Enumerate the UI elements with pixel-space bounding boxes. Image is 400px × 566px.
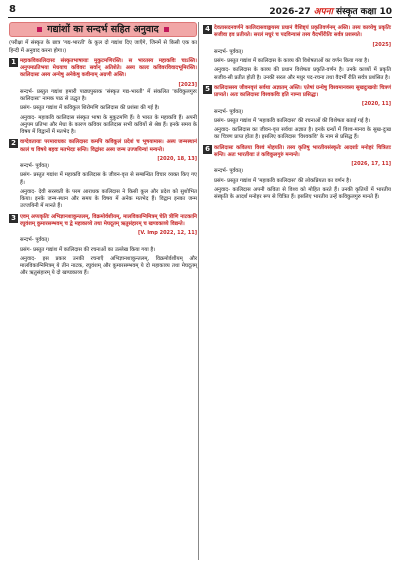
sanskrit-passage: महाकविकालिदासः संस्कृतभाषायाः मुकुटमणिरस्ति। स भारतस्य महाकविः चाऽस्ति। अनुपमप्रतिभया मेधयाच कविवरः सर्वान् अतिशेते। अस्य कालः कविवरविवादभूमिरस्ति। कालिदासः अस्य अन्येषु अनेकेषु कवीनाम् अग्रणी अस्ति। <box>20 57 197 79</box>
brand-logo: अपना <box>313 7 333 17</box>
prasang-text: प्रसंग- प्रस्तुत गद्यांश में कालिदास के काव्य की विशेषताओं का वर्णन किया गया है। <box>214 58 370 64</box>
header-divider <box>8 17 392 18</box>
sanskrit-passage: कालिदासस्य जीवनवृत्तं सर्वथा अज्ञातम् अस्ति। एतेषां ग्रन्थेषु विश्वमानवस्य सुखदुःखयोः चित्रणं प्राप्यते। अतः कालिदासः विश्वकविः इति नाम्ना प्रसिद्धः। <box>214 84 391 98</box>
sandarbh-text: सन्दर्भ- पूर्ववत्। <box>214 48 244 55</box>
passage-5 <box>203 85 391 100</box>
prasang-text: प्रसंग- प्रस्तुत गद्यांश में 'महाकवि कालिदास' की रचनाओं की विशेषता बताई गई है। <box>214 117 371 124</box>
left-column <box>9 22 197 280</box>
passage-1 <box>9 58 197 80</box>
year-label: 2026-27 <box>269 7 311 17</box>
anuvad-text: अनुवाद- कालिदास अपनी कविता से विश्व को मोहित करते हैं। उनकी कृतियों में भारतीय संस्कृति के आदर्श मनोहर रूप से चित्रित हैं। इसलिए भारतीय उन्हें कविकुलगुरु मानते हैं। <box>214 186 391 200</box>
grade-label: कक्षा 10 <box>360 7 392 17</box>
exam-year-ref: [2023] <box>178 81 197 88</box>
passage-number: 6 <box>203 145 212 154</box>
anuvad-text: अनुवाद- इस प्रकार उनकी रचनाएँ अभिज्ञानशाकुन्तलम्, विक्रमोर्वशीयम् और मालविकाग्निमित्रम् ये तीन नाटक, रघुवंशम् और कुमारसम्भवम् ये दो महाकाव्य तथा मेघदूतम् और ऋतुसंहारम् ये दो खण्डकाव्य हैं। <box>20 255 197 277</box>
passage-number: 5 <box>203 85 212 94</box>
anuvad-text: अनुवाद- महाकवि कालिदास संस्कृत भाषा के मुकुटमणि हैं। वे भारत के महाकवि हैं। अपनी अनुपम प्रतिभा और मेधा के कारण कविवर कालिदास सभी कवियों से श्रेष्ठ हैं। इनके समय के विषय में विद्वानों में मतभेद है। <box>20 114 197 135</box>
passage-number: 1 <box>9 58 18 67</box>
right-column <box>203 22 391 203</box>
sanskrit-passage: कालिदासः कवितया विश्वं मोहयति। तस्य कृतिषु भारतीयसंस्कृतेः आदर्शाः मनोहरं चित्रिताः सन्ति। अतः भारतीयाः तं कविकुलगुरुं मन्यन्ते। <box>214 144 391 158</box>
sandarbh-text: सन्दर्भ- पूर्ववत्। <box>20 237 50 244</box>
bullet-icon <box>164 27 169 32</box>
passage-4 <box>203 25 391 40</box>
sanskrit-passage: वाग्देवतायाः परमाराधकः कालिदासः कमपि कविकुलं प्रदेशं च भूषयामास। अस्य जन्मस्थानं कालं च विषये बहवः मतभेदाः सन्ति। विद्वांसः अस्य जन्म उज्जयिन्यां मन्यन्ते। <box>20 139 197 153</box>
passage-number: 4 <box>203 25 212 34</box>
passage-6 <box>203 145 391 160</box>
exam-year-ref: [2025] <box>372 41 391 48</box>
prasang-text: प्रसंग- प्रस्तुत गद्यांश में कविकुल शिरोमणि कालिदास की प्रशंसा की गई है। <box>20 105 160 112</box>
instruction-note: (परीक्षा में संस्कृत के छात्र 'गद्य-भारती' के कुल दो गद्यांश दिए जाएँगे, जिनमें से किसी एक का हिन्दी में अनुवाद करना होगा।) <box>9 40 197 54</box>
sandarbh-text: सन्दर्भ- पूर्ववत्। <box>20 163 50 169</box>
sandarbh-text: सन्दर्भ- प्रस्तुत गद्यांश हमारी पाठ्यपुस्तक 'संस्कृत गद्य-भारती' में संकलित 'कविकुलगुरुः कालिदासः' नामक पाठ से उद्धृत है। <box>20 88 197 102</box>
exam-year-ref: [2020, 18, 13] <box>157 155 197 162</box>
sanskrit-passage: एवम् अप्यकृतिः अभिज्ञानशाकुन्तलम्, विक्रमोर्वशीयम्, मालविकाग्निमित्रम् चेति त्रीणि नाटकानि रघुवंशम् कुमारसम्भवम् च द्वे महाकाव्ये तथा मेघदूतम् ऋतुसंहारम् च खण्डकाव्ये विद्यन्ते। <box>20 213 197 227</box>
prasang-text: प्रसंग- प्रस्तुत गद्यांश में कालिदास की रचनाओं का उल्लेख किया गया है। <box>20 246 156 253</box>
passage-number: 2 <box>9 139 18 148</box>
sandarbh-text: सन्दर्भ- पूर्ववत्। <box>214 168 244 175</box>
section-banner <box>9 22 197 37</box>
passage-2 <box>9 139 197 154</box>
column-divider <box>198 22 199 560</box>
prasang-text: प्रसंग- प्रस्तुत गद्यांश में महाकवि कालिदास के जीवन-वृत्त से सम्बन्धित विचार व्यक्त किए गए हैं। <box>20 172 197 186</box>
passage-number: 3 <box>9 214 18 223</box>
sandarbh-text: सन्दर्भ- पूर्ववत्। <box>214 108 244 115</box>
anuvad-text: अनुवाद- कालिदास के काव्य की प्रधान विशेषता प्रकृति-वर्णन है। उनके काव्यों में प्रकृति सजीव-सी प्रतीत होती है। उनकी सरल और मधुर पद-रचना तथा वैदर्भी रीति सर्वत्र प्रशंसित है। <box>214 67 391 81</box>
exam-year-ref: [V. Imp 2022, 12, 11] <box>138 230 197 236</box>
page-number: 8 <box>9 4 16 15</box>
sanskrit-passage: देवतासदनवर्णने कालिदासवाङ्मयस्य प्रधानं वैशिष्ट्यं प्रकृतिवर्णनम् अस्ति। तस्य काव्येषु प्रकृतिः सजीवा इव प्रतीयते। सरलं मधुरं च पदविन्यासं तस्य वैदर्भीरीतिः सर्वत्र प्रशस्यते। <box>214 25 391 39</box>
exam-year-ref: [2026, 17, 11] <box>351 161 391 167</box>
passage-3 <box>9 214 197 229</box>
anuvad-text: अनुवाद- देवी सरस्वती के परम आराधक कालिदास ने किसी कुल और प्रदेश को सुशोभित किया। इनके जन्म-स्थान और समय के विषय में अनेक मतभेद हैं। विद्वान इनका जन्म उज्जयिनी में मानते हैं। <box>20 188 197 210</box>
anuvad-text: अनुवाद- कालिदास का जीवन-वृत्त सर्वथा अज्ञात है। इनके ग्रन्थों में विश्व-मानव के सुख-दुःख का चित्रण प्राप्त होता है। इसलिए कालिदास 'विश्वकवि' के नाम से प्रसिद्ध हैं। <box>214 127 391 141</box>
exam-year-ref: [2020, 11] <box>361 101 391 108</box>
subject-label: संस्कृत <box>336 7 358 17</box>
running-header <box>269 4 392 17</box>
prasang-text: प्रसंग- प्रस्तुत गद्यांश में 'महाकवि कालिदास' की लोकप्रियता का वर्णन है। <box>214 177 352 184</box>
section-title: गद्यांशों का सन्दर्भ सहित अनुवाद <box>47 24 159 35</box>
bullet-icon <box>37 27 42 32</box>
